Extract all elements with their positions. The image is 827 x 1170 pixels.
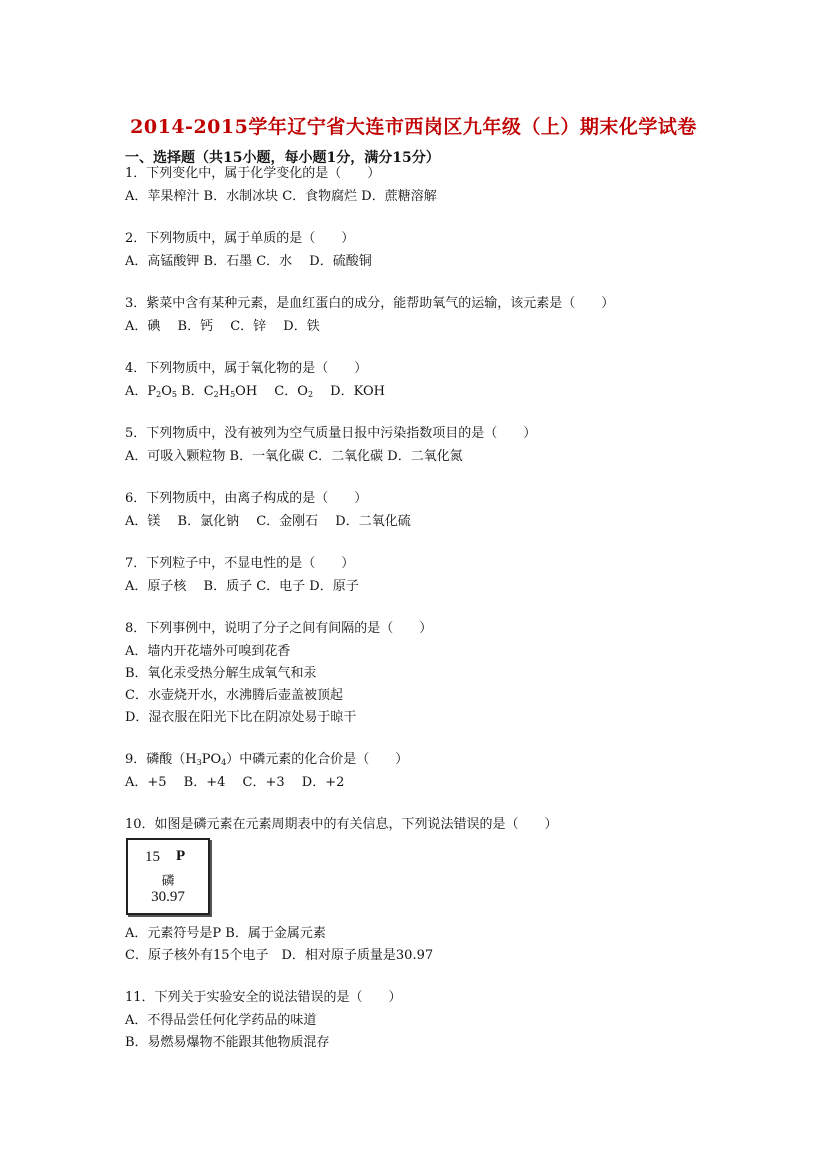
question-10-stem: 10．如图是磷元素在元素周期表中的有关信息，下列说法错误的是（ ） bbox=[125, 817, 558, 832]
question-3-options: A．碘 B．钙 C．锌 D．铁 bbox=[125, 319, 320, 334]
atomic-number: 15 bbox=[145, 849, 160, 865]
question-11-option-b: B．易燃易爆物不能跟其他物质混存 bbox=[125, 1035, 330, 1050]
question-8-option-b: B．氧化汞受热分解生成氧气和汞 bbox=[125, 666, 317, 681]
question-8-option-a: A．墙内开花墙外可嗅到花香 bbox=[125, 644, 291, 659]
question-5-options: A．可吸入颗粒物 B．一氧化碳 C．二氧化碳 D．二氧化氮 bbox=[125, 449, 463, 464]
question-2-options: A．高锰酸钾 B．石墨 C．水 D．硫酸铜 bbox=[125, 254, 372, 269]
question-6-options: A．镁 B．氯化钠 C．金刚石 D．二氧化硫 bbox=[125, 514, 411, 529]
question-5-stem: 5．下列物质中，没有被列为空气质量日报中污染指数项目的是（ ） bbox=[125, 426, 537, 441]
question-2-stem: 2．下列物质中，属于单质的是（ ） bbox=[125, 231, 355, 246]
question-11-option-a: A．不得品尝任何化学药品的味道 bbox=[125, 1013, 317, 1028]
atomic-mass: 30.97 bbox=[151, 889, 185, 905]
question-6-stem: 6．下列物质中，由离子构成的是（ ） bbox=[125, 491, 368, 506]
question-9-options: A．+5 B．+4 C．+3 D．+2 bbox=[125, 775, 345, 790]
question-4-options: A．$P_2O_5$ B．$C_2H_5OH$ C．$O_2$ D．KOH bbox=[125, 384, 385, 399]
question-1-stem: 1．下列变化中，属于化学变化的是（ ） bbox=[125, 166, 381, 181]
question-10-options-line2: C．原子核外有15个电子 D．相对原子质量是30.97 bbox=[125, 948, 434, 963]
question-9-stem: 9．磷酸$(H_3PO_4)$中磷元素的化合价是（ ） bbox=[125, 752, 409, 767]
question-8-option-c: C．水壶烧开水，水沸腾后壶盖被顶起 bbox=[125, 688, 343, 703]
question-11-stem: 11．下列关于实验安全的说法错误的是（ ） bbox=[125, 990, 402, 1005]
question-3-stem: 3．紫菜中含有某种元素，是血红蛋白的成分，能帮助氧气的运输，该元素是（ ） bbox=[125, 296, 615, 311]
section-heading: 一、选择题（共15小题，每小题1分，满分15分） bbox=[125, 150, 440, 166]
question-1-options: A．苹果榨汁 B．水制冰块 C．食物腐烂 D．蔗糖溶解 bbox=[125, 189, 437, 204]
exam-title: 2014-2015学年辽宁省大连市西岗区九年级（上）期末化学试卷 bbox=[130, 116, 697, 138]
question-8-stem: 8．下列事例中，说明了分子之间有间隔的是（ ） bbox=[125, 621, 433, 636]
element-symbol: P bbox=[176, 848, 186, 864]
element-name: 磷 bbox=[161, 873, 175, 888]
question-10-options-line1: A．元素符号是P B．属于金属元素 bbox=[125, 926, 326, 941]
periodic-table-cell bbox=[126, 838, 210, 915]
question-7-stem: 7．下列粒子中，不显电性的是（ ） bbox=[125, 556, 355, 571]
question-8-option-d: D．湿衣服在阳光下比在阴凉处易于晾干 bbox=[125, 710, 357, 725]
question-7-options: A．原子核 B．质子 C．电子 D．原子 bbox=[125, 579, 359, 594]
question-4-stem: 4．下列物质中，属于氧化物的是（ ） bbox=[125, 361, 368, 376]
